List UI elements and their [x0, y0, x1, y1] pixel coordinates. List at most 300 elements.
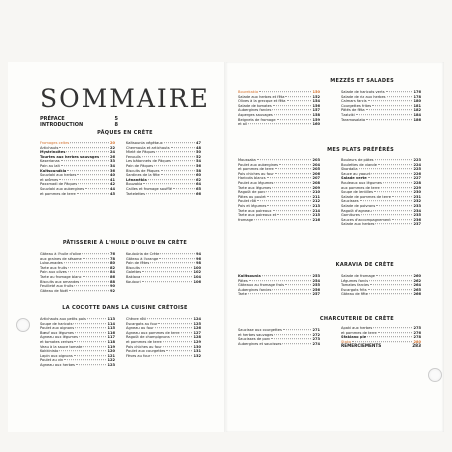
toc-leader	[386, 91, 413, 92]
charcuterie-col1	[238, 328, 320, 346]
toc-entry-title: Beignets de fromage	[238, 117, 276, 122]
toc-entry-page: 106	[193, 279, 201, 284]
toc-entry-page: 203	[312, 158, 320, 162]
toc-entry-page: 121	[107, 353, 115, 358]
toc-entry-title: Tarte aux fruits	[40, 265, 68, 270]
toc-entry-title: Apaki aux herbes	[341, 326, 373, 330]
toc-leader	[83, 258, 109, 259]
toc-leader	[77, 193, 109, 194]
toc-leader	[273, 105, 312, 106]
toc-entry-page: 228	[413, 180, 421, 185]
toc-entry-title: Asperges sauvages	[238, 112, 273, 117]
toc-leader	[368, 178, 413, 179]
toc-leader	[359, 168, 413, 169]
toc-entry-page: 127	[193, 330, 201, 335]
toc-entry-page: 90	[109, 284, 115, 289]
toc-entry-title: aux graines de sésame	[40, 256, 82, 261]
toc-entry-title: fromage	[238, 217, 254, 222]
toc-entry-page: 84	[109, 270, 115, 275]
toc-entry-title: Biscuits aux amandes	[40, 279, 80, 284]
toc-entry-page: 262	[413, 278, 421, 283]
toc-leader	[78, 184, 109, 185]
toc-leader	[166, 350, 192, 351]
toc-leader	[151, 355, 192, 356]
toc-leader	[85, 188, 109, 189]
toc-entry-title: Tartelettes	[126, 191, 146, 196]
toc-leader	[366, 110, 413, 111]
toc-entry-page: 124	[193, 317, 201, 321]
toc-entry-page: 102	[193, 270, 201, 275]
toc-entry-title: Kaserianas	[40, 159, 60, 164]
toc-entry-page: 54	[195, 159, 201, 164]
toc-entry-page: 34	[109, 163, 115, 168]
toc-entry-page: 36	[109, 168, 115, 173]
toc-entry-page: 278	[413, 335, 421, 340]
toc-entry-title: Aubergines et saucisses	[238, 341, 282, 346]
toc-entry[interactable]	[40, 192, 115, 197]
toc-leader	[279, 164, 311, 165]
mezzes-col2	[341, 90, 421, 122]
toc-entry-title: Agneau aux légumes	[40, 335, 78, 340]
intro-section	[40, 116, 118, 128]
toc-entry-page: 265	[413, 287, 421, 292]
toc-entry-page: 125	[193, 321, 201, 326]
toc-leader	[378, 332, 413, 333]
toc-entry[interactable]	[40, 363, 115, 368]
toc-entry-title: Poulet aux légumes	[238, 180, 274, 185]
toc-entry[interactable]	[238, 342, 320, 347]
toc-leader	[158, 323, 192, 324]
toc-entry-title: Sauces d'accompagnement	[341, 217, 391, 222]
toc-leader	[147, 318, 193, 319]
toc-entry-title: Salade aux herbes	[341, 222, 375, 227]
toc-entry-page: 212	[312, 199, 320, 204]
toc-entry-page: 205	[312, 167, 320, 172]
toc-leader	[59, 350, 106, 351]
toc-entry-title: Gâteau à l'orange	[126, 256, 159, 261]
toc-entry-page: 160	[312, 122, 320, 127]
toc-leader	[70, 142, 109, 143]
toc-entry-page: 88	[109, 279, 115, 284]
remerciements-section	[341, 343, 421, 349]
toc-leader	[142, 272, 192, 273]
toc-leader	[370, 284, 412, 285]
toc-leader	[100, 156, 109, 157]
toc-leader	[274, 182, 311, 183]
toc-leader	[271, 338, 311, 339]
toc-entry-page: 45	[109, 191, 115, 196]
toc-leader	[387, 96, 413, 97]
charcuterie-section	[238, 316, 434, 325]
toc-entry-title: Pain de Pâques	[126, 163, 154, 168]
toc-leader	[173, 188, 195, 189]
toc-entry-title: Chèvre rôti	[126, 317, 146, 321]
plats-section	[238, 147, 434, 156]
toc-entry-page: 158	[312, 112, 320, 117]
toc-leader	[378, 164, 413, 165]
toc-entry-title: Agneau aux pommes de terre	[126, 330, 180, 335]
toc-entry[interactable]	[238, 122, 320, 127]
toc-leader	[248, 294, 312, 295]
toc-entry-page: 253	[312, 274, 320, 278]
toc-leader	[381, 187, 413, 188]
toc-entry-title: Pâtes au poulet	[238, 194, 266, 199]
toc-entry-page: 62	[195, 177, 201, 182]
toc-entry-title: Tarte aux poireaux et	[238, 213, 277, 218]
toc-leader	[283, 329, 312, 330]
huile-col1	[40, 252, 115, 293]
toc-leader	[172, 161, 195, 162]
toc-entry-page: 50	[195, 150, 201, 155]
toc-entry-page: 225	[413, 167, 421, 172]
toc-leader	[282, 343, 311, 344]
toc-leader	[74, 341, 106, 342]
toc-entry-title: Aubergines farcies	[238, 287, 272, 292]
toc-entry-page: 232	[413, 199, 421, 204]
toc-entry-title: Souvlaki aux herbes	[40, 173, 77, 178]
toc-entry-page: 210	[312, 190, 320, 195]
toc-leader	[163, 341, 193, 342]
toc-entry-title: et ail	[238, 122, 247, 127]
toc-entry-page: 255	[312, 283, 320, 288]
paques-col1	[40, 141, 115, 196]
toc-entry-title: Garnitures	[341, 213, 360, 218]
toc-entry-page: 104	[193, 274, 201, 279]
toc-entry[interactable]	[126, 280, 201, 285]
section-title: MEZZÉS ET SALADES	[330, 78, 394, 84]
toc-leader	[64, 262, 109, 263]
toc-entry-title: Fèves au four	[126, 353, 151, 358]
toc-entry-page: 226	[413, 171, 421, 176]
toc-entry-page: 22	[109, 145, 115, 150]
toc-entry-page: 237	[413, 222, 421, 227]
toc-entry-page: 274	[312, 341, 320, 346]
toc-entry-title: Artichauts	[40, 145, 59, 150]
toc-entry-page: 113	[107, 317, 115, 321]
toc-leader	[171, 147, 195, 148]
toc-entry-page: 257	[312, 292, 320, 297]
toc-leader	[163, 346, 193, 347]
toc-entry-title: Poulet aux courgettes	[126, 349, 166, 354]
toc-leader	[74, 355, 107, 356]
toc-entry-page: 98	[195, 261, 201, 266]
sticker-icon	[16, 318, 30, 332]
toc-leader	[171, 337, 193, 338]
toc-entry-page: 223	[413, 158, 421, 162]
toc-entry-title: Ragoût de champignons	[126, 335, 170, 340]
toc-entry-title: Saucisse aux courgettes	[238, 328, 282, 332]
toc-entry-page: 100	[193, 265, 201, 270]
toc-entry-page: 40	[109, 173, 115, 178]
toc-entry-title: Gâteaux au fromage frais	[238, 283, 284, 288]
toc-entry-page: 178	[413, 94, 421, 99]
toc-entry-title: Pois chiches au four	[238, 171, 274, 176]
toc-entry[interactable]	[126, 354, 201, 359]
toc-leader	[373, 327, 412, 328]
toc-leader	[375, 159, 413, 160]
toc-entry-page: 211	[312, 194, 320, 199]
toc-entry-title: Pâtes	[238, 278, 248, 283]
toc-entry-page: 126	[193, 326, 201, 331]
toc-leader	[254, 219, 311, 220]
toc-entry-title: Salade de haricots verts	[341, 90, 385, 94]
toc-entry-title: Kokkinisto	[40, 349, 59, 354]
toc-entry-page: 131	[193, 349, 201, 354]
toc-entry-page: 42	[109, 182, 115, 187]
toc-entry-page: 123	[107, 362, 115, 367]
toc-entry-title: Haricots blancs	[238, 176, 266, 181]
toc-entry[interactable]	[238, 292, 320, 297]
toc-entry-page: 44	[109, 186, 115, 191]
remerciements-row[interactable]	[341, 343, 421, 349]
toc-entry-title: Salade verte	[341, 176, 367, 181]
toc-leader	[161, 170, 195, 171]
toc-leader	[368, 100, 413, 101]
toc-entry-title: Saucisses	[341, 199, 359, 204]
toc-entry-title: Bouleurs de pâtes	[341, 158, 374, 162]
toc-entry-page: 122	[107, 358, 115, 363]
toc-entry-page: 82	[109, 265, 115, 270]
toc-leader	[361, 214, 413, 215]
toc-entry-title: Sfakiano pie	[341, 335, 367, 340]
toc-entry-title: Aubergines farcies	[238, 108, 272, 113]
toc-entry-title: Soupe de lentilles	[341, 190, 374, 195]
toc-entry-page: 271	[312, 328, 320, 332]
toc-entry-title: Koulouri	[126, 279, 141, 284]
toc-entry-page: 186	[413, 117, 421, 122]
toc-entry-title: Kouloúria de Crète	[126, 252, 160, 256]
toc-leader	[87, 318, 107, 319]
toc-leader	[383, 182, 413, 183]
toc-entry-page: 181	[413, 103, 421, 108]
toc-entry-page: 206	[312, 171, 320, 176]
toc-leader	[142, 156, 195, 157]
toc-entry-title: Boulettes de viande	[341, 162, 377, 167]
toc-leader	[257, 159, 312, 160]
toc-entry-title: Calmars farcis	[341, 99, 367, 104]
toc-entry-page: 52	[195, 154, 201, 159]
toc-leader	[392, 196, 413, 197]
toc-leader	[156, 151, 195, 152]
toc-leader	[61, 165, 109, 166]
toc-entry-page: 150	[312, 90, 320, 94]
huile-section	[40, 240, 210, 249]
toc-entry-title: Poulet aux oignons	[40, 326, 75, 331]
toc-entry-title: Fenouils	[126, 154, 141, 159]
toc-entry[interactable]	[40, 289, 115, 294]
intro-row[interactable]	[40, 122, 118, 128]
toc-entry-page: 275	[413, 326, 421, 330]
toc-entry-page: 116	[107, 330, 115, 335]
toc-entry-page: 86	[109, 274, 115, 279]
toc-entry-page: 128	[193, 335, 201, 340]
toc-entry-title: Souvlaki aux aubergines	[40, 186, 85, 191]
toc-leader	[64, 360, 106, 361]
toc-entry-page: 229	[413, 185, 421, 190]
toc-entry-title: Gâteau à l'huile d'olive	[40, 252, 82, 256]
toc-entry-page: 115	[107, 326, 115, 331]
toc-entry-title: Saucisses de porc	[238, 337, 271, 342]
intro-page: 5	[114, 116, 118, 122]
intro-label: PRÉFACE	[40, 116, 65, 122]
toc-leader	[267, 196, 312, 197]
toc-leader	[257, 201, 311, 202]
toc-leader	[376, 275, 412, 276]
toc-entry-title: Bouzakia	[126, 182, 143, 187]
toc-entry-title: Kaltsounia végétaux	[126, 141, 163, 145]
toc-entry-page: 224	[413, 162, 421, 167]
toc-leader	[272, 187, 311, 188]
toc-leader	[273, 210, 312, 211]
toc-entry-page: 76	[109, 252, 115, 256]
toc-entry[interactable]	[341, 118, 421, 123]
toc-entry[interactable]	[238, 218, 320, 223]
karavia-col2	[341, 274, 421, 297]
toc-entry-page: 65	[195, 186, 201, 191]
toc-entry-title: Les bâtonnets de Pâques	[126, 159, 171, 164]
toc-leader	[159, 258, 195, 259]
toc-leader	[374, 191, 412, 192]
toc-entry-title: Gâteau de Noël	[40, 288, 68, 293]
remerciements-label: REMERCIEMENTS	[341, 343, 382, 348]
toc-entry-page: 180	[413, 99, 421, 104]
toc-leader	[277, 119, 312, 120]
toc-leader	[83, 276, 109, 277]
toc-leader	[77, 174, 109, 175]
toc-leader	[68, 267, 109, 268]
toc-entry-page: 273	[312, 337, 320, 342]
toc-leader	[356, 114, 413, 115]
toc-entry-page: 41	[109, 177, 115, 182]
toc-leader	[367, 336, 412, 337]
toc-entry-page: 80	[109, 261, 115, 266]
cocotte-col1	[40, 317, 115, 368]
toc-entry-page: 132	[193, 353, 201, 358]
toc-leader	[285, 284, 311, 285]
toc-entry-page: 96	[195, 256, 201, 261]
toc-entry-title: Tarte au fromage blanc	[40, 274, 82, 279]
toc-entry-page: 207	[312, 176, 320, 181]
toc-leader	[141, 276, 192, 277]
toc-leader	[267, 178, 312, 179]
toc-leader	[375, 224, 412, 225]
toc-entry-title: Sardines de la fête	[126, 173, 160, 178]
toc-entry-page: 157	[312, 108, 320, 113]
toc-leader	[75, 327, 106, 328]
toc-entry-title: Veau à la sauce tomate	[40, 344, 83, 349]
toc-entry-title: Chermoula et artichauts	[126, 145, 170, 150]
toc-leader	[73, 323, 106, 324]
toc-entry-title: Pain aux olives	[40, 270, 67, 275]
toc-entry-page: 120	[107, 349, 115, 354]
toc-leader	[360, 201, 413, 202]
toc-entry-title: Pain de fêtes	[126, 261, 150, 266]
toc-entry[interactable]	[341, 292, 421, 297]
toc-entry-title: Escargots frits	[341, 287, 367, 292]
toc-entry-title: Skordalia	[341, 167, 358, 172]
toc-entry-page: 94	[195, 252, 201, 256]
toc-entry-page: 24	[109, 150, 115, 155]
toc-entry-title: Lapin aux oignons	[40, 353, 73, 358]
toc-entry-page: 92	[109, 288, 115, 293]
toc-leader	[249, 280, 312, 281]
toc-leader	[369, 280, 412, 281]
cocotte-col2	[126, 317, 201, 358]
toc-entry-title: Bourekakia	[238, 90, 259, 94]
toc-entry-page: 276	[413, 330, 421, 335]
toc-entry-page: 119	[107, 344, 115, 349]
toc-leader	[272, 289, 311, 290]
intro-page: 8	[114, 122, 118, 128]
toc-leader	[274, 334, 311, 335]
toc-entry-title: Bœuf aux légumes	[40, 330, 74, 335]
toc-leader	[369, 294, 413, 295]
toc-entry-title: Ragoût d'agneau	[341, 208, 372, 213]
toc-entry-title: Lukoumades	[40, 261, 63, 266]
toc-leader	[392, 219, 413, 220]
toc-leader	[82, 253, 109, 254]
toc-entry-title: Salade de tomates	[238, 103, 272, 108]
mezzes-col1	[238, 90, 320, 127]
toc-entry-page: 256	[312, 287, 320, 292]
toc-leader	[285, 96, 311, 97]
toc-leader	[154, 165, 195, 166]
section-title: CHARCUTERIE DE CRÈTE	[319, 316, 394, 322]
toc-entry-page: 230	[413, 190, 421, 195]
toc-entry-title: Salade de poivrons	[341, 203, 376, 208]
toc-entry-title: Salade de riz aux herbes	[341, 94, 386, 99]
toc-entry-page: 114	[107, 321, 115, 326]
toc-leader	[146, 193, 195, 194]
toc-entry-title: Soupe de haricots	[40, 321, 73, 326]
toc-entry-page: 234	[413, 208, 421, 213]
toc-leader	[181, 332, 193, 333]
intro-label: INTRODUCTION	[40, 122, 84, 128]
toc-leader	[275, 173, 312, 174]
toc-entry-title: Olives à la grecque et fêta	[238, 99, 286, 104]
toc-entry-title: Cailles et fromage soufflé	[126, 186, 172, 191]
toc-leader	[277, 214, 311, 215]
plats-col2	[341, 158, 421, 227]
toc-entry-title: et pommes de terre	[238, 167, 274, 172]
toc-entry-page: 48	[195, 145, 201, 150]
toc-entry-page: 216	[312, 217, 320, 222]
toc-entry[interactable]	[341, 222, 421, 227]
toc-leader	[274, 114, 312, 115]
toc-leader	[352, 341, 412, 342]
toc-leader	[373, 210, 413, 211]
toc-entry-title: Salade de fromage	[341, 274, 376, 278]
toc-leader	[61, 161, 109, 162]
toc-entry-title: Kaltsounákia	[40, 168, 67, 173]
toc-entry-page: 272	[312, 332, 320, 337]
toc-entry-page: 26	[109, 154, 115, 159]
toc-entry-page: 204	[312, 162, 320, 167]
toc-entry-page: 152	[312, 94, 320, 99]
toc-leader	[80, 281, 109, 282]
toc-entry-title: Tzatziki	[341, 112, 355, 117]
toc-entry-page: 231	[413, 194, 421, 199]
toc-entry[interactable]	[126, 192, 201, 197]
toc-leader	[262, 275, 312, 276]
toc-entry-title: Poulet au vin	[40, 358, 64, 363]
paques-col2	[126, 141, 201, 196]
toc-entry-title: Agneau aux herbes	[40, 362, 75, 367]
toc-entry-page: 176	[413, 90, 421, 94]
toc-entry-title: Gâteau de fête	[341, 292, 368, 297]
section-title: LA COCOTTE DANS LA CUISINE CRÉTOISE	[62, 305, 188, 311]
toc-entry-title: aux pommes de terre	[341, 185, 380, 190]
